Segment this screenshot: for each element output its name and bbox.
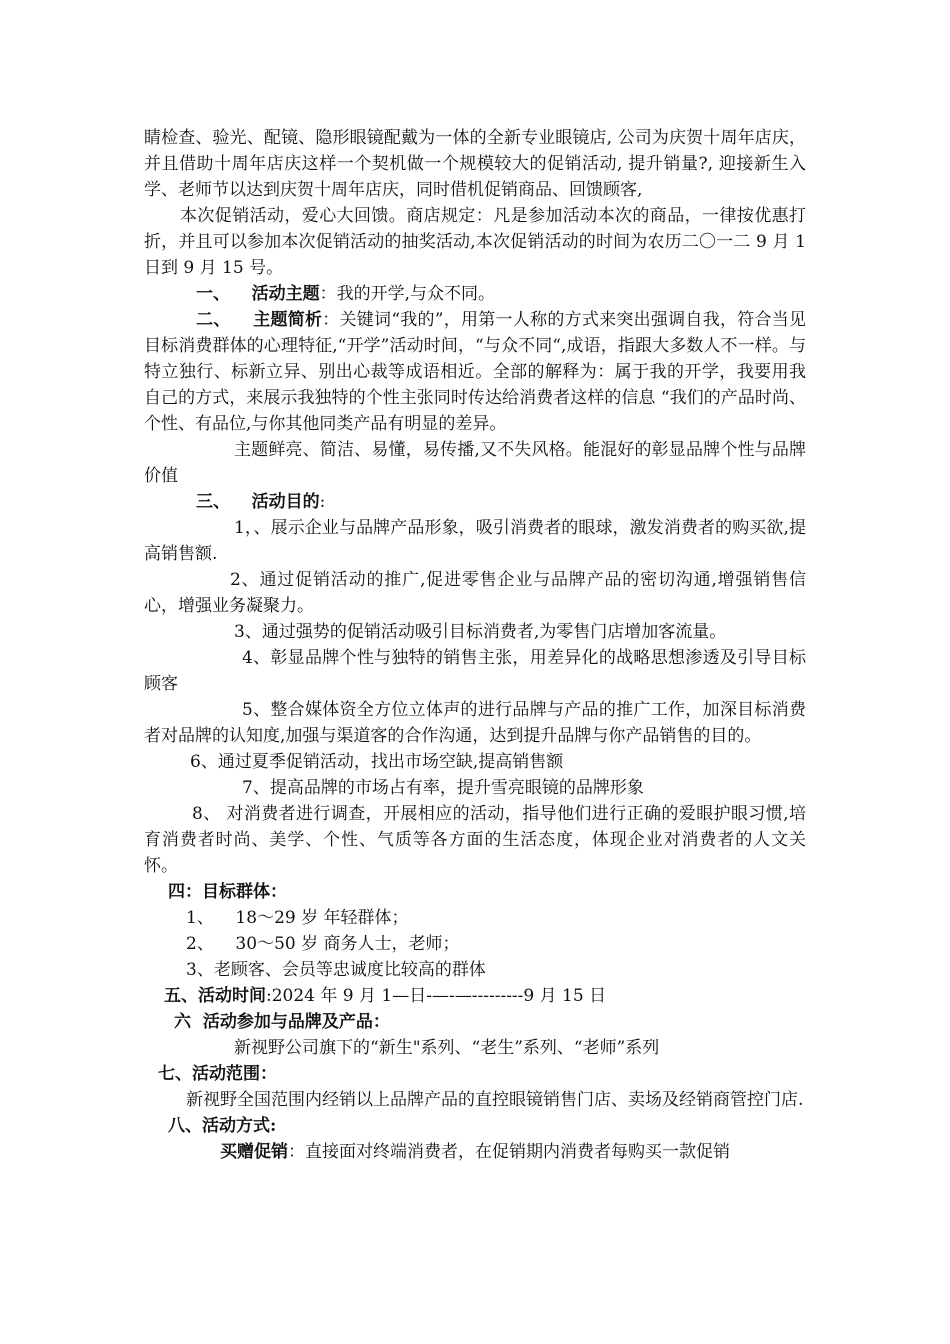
section-3-item-3: 3、通过强势的促销活动吸引目标消费者,为零售门店增加客流量。 — [234, 622, 727, 642]
section-3-item-5: 5、整合媒体资全方位立体声的进行品牌与产品的推广工作，加深目标消费者对品牌的认知度,加强与渠道客的合作沟通，达到提升品牌与你产品销售的目的。 — [144, 700, 806, 746]
section-4-item-3: 3、老顾客、会员等忠诚度比较高的群体 — [186, 960, 486, 980]
section-1-text: ：我的开学,与众不同。 — [319, 284, 496, 304]
section-3-item-8: 8、 对消费者进行调查，开展相应的活动，指导他们进行正确的爱眼护眼习惯,培育消费者时尚、美学、个性、气质等各方面的生活态度，体现企业对消费者的人文关怀。 — [144, 804, 806, 876]
section-3-item-7: 7、提高品牌的市场占有率，提升雪亮眼镜的品牌形象 — [242, 778, 644, 798]
document-body — [144, 125, 806, 1165]
section-3-item-6: 6、通过夏季促销活动，找出市场空缺,提高销售额 — [190, 752, 564, 772]
section-5-title: 五、活动时间 — [164, 986, 266, 1006]
section-2-text: ：关键词“我的”，用第一人称的方式来突出强调自我，符合当见目标消费群体的心理特征,“开学”活动时间，“与众不同“,成语，指跟大多数人不一样。与特立独行、标新立异、别出心裁等成语相近。全部的解释为：属于我的开学，我要用我自己的方式，来展示我独特的个性主张同时传达给消费者这样的信息 “我们的产品时尚、个性、有品位,与你其他同类产品有明显的差异。 — [144, 310, 807, 434]
section-1-heading — [144, 281, 806, 307]
section-7-text: 新视野全国范围内经销以上品牌产品的直控眼镜销售门店、卖场及经销商管控门店. — [186, 1090, 804, 1110]
section-2-paragraph-2: 主题鲜亮、简洁、易懂，易传播,又不失风格。能混好的彰显品牌个性与品牌价值 — [144, 440, 806, 486]
section-8-body: ：直接面对终端消费者，在促销期内消费者每购买一款促销 — [288, 1142, 730, 1162]
section-6-text: 新视野公司旗下的“新生"系列、“老生”系列、“老师”系列 — [234, 1038, 660, 1058]
section-2-number: 二、 — [196, 310, 231, 330]
section-3-number: 三、 — [196, 492, 230, 512]
section-6-heading: 六 活动参加与品牌及产品： — [174, 1012, 390, 1032]
section-3-heading — [144, 489, 806, 515]
section-3-item-2: 2、通过促销活动的推广,促进零售企业与品牌产品的密切沟通,增强销售信心，增强业务凝聚力。 — [144, 570, 806, 616]
intro-paragraph-1: 睛检查、验光、配镜、隐形眼镜配戴为一体的全新专业眼镜店, 公司为庆贺十周年店庆，并且借助十周年店庆这样一个契机做一个规模较大的促销活动, 提升销量?, 迎接新生入学、老师节以达到庆贺十周年店庆，同时借机促销商品、回馈顾客, — [144, 128, 806, 200]
section-4-item-1: 1、 18～29 岁 年轻群体； — [186, 908, 409, 928]
section-7-heading: 七、活动范围： — [158, 1064, 277, 1084]
section-4-heading: 四：目标群体： — [168, 882, 287, 902]
section-8-heading: 八、活动方式: — [168, 1116, 277, 1136]
section-5-text: :2024 年 9 月 1—日-—-—---------9 月 15 日 — [266, 986, 607, 1006]
section-3-title: 活动目的 — [251, 492, 320, 512]
section-1-title: 活动主题 — [251, 284, 320, 304]
section-4-item-2: 2、 30～50 岁 商务人士，老师； — [186, 934, 460, 954]
intro-paragraph-2: 本次促销活动，爱心大回馈。商店规定：凡是参加活动本次的商品，一律按优惠打折，并且可以参加本次促销活动的抽奖活动,本次促销活动的时间为农历二〇一二 9 月 1 日到 9 月 15 号。 — [144, 206, 806, 278]
section-8-subtitle: 买赠促销 — [220, 1142, 288, 1162]
section-1-number: 一、 — [196, 284, 230, 304]
section-3-colon: : — [319, 492, 326, 512]
section-3-item-1: 1，、展示企业与品牌产品形象，吸引消费者的眼球，激发消费者的购买欲,提高销售额. — [144, 518, 806, 564]
section-3-item-4: 4、彰显品牌个性与独特的销售主张，用差异化的战略思想渗透及引导目标顾客 — [144, 648, 806, 694]
section-2-paragraph — [144, 307, 806, 437]
section-5-line — [144, 983, 806, 1009]
section-8-text — [144, 1139, 806, 1165]
section-2-title: 主题简析 — [253, 310, 323, 330]
